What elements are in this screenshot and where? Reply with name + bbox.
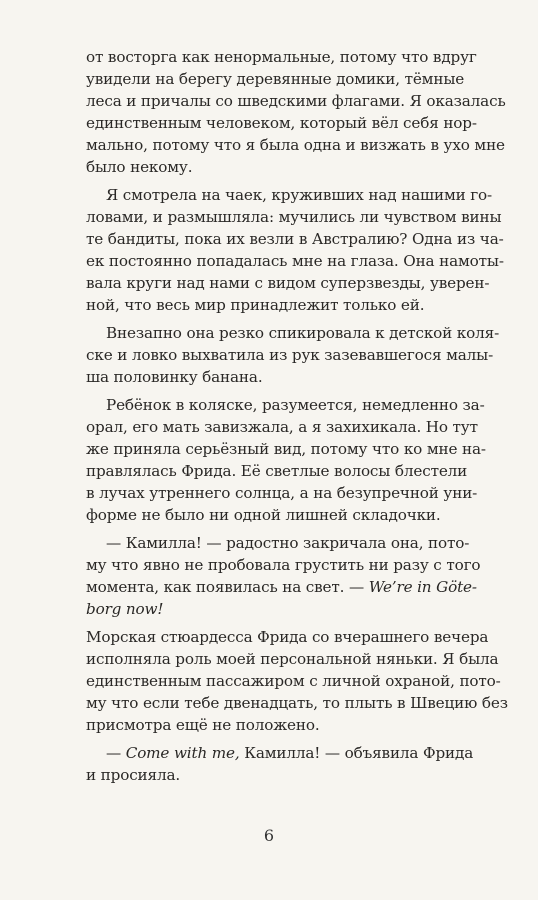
text-segment: Ребёнок в коляске, разумеется, немедленно за- <box>106 396 485 414</box>
text-line <box>86 112 477 134</box>
text-line <box>86 394 485 416</box>
text-line <box>86 598 464 620</box>
text-line <box>86 532 470 554</box>
text-line <box>86 250 504 272</box>
text-line <box>86 626 489 648</box>
text-segment: присмотра ещё не положено. <box>86 716 320 734</box>
text-line <box>86 90 506 112</box>
text-line <box>86 576 477 598</box>
text-segment: — Камилла! — радостно закричала она, пото- <box>106 534 470 552</box>
text-segment: в лучах утреннего солнца, а на безупречной уни- <box>86 484 478 502</box>
text-segment: момента, как появилась на свет. — <box>86 578 369 596</box>
text-segment: ске и ловко выхватила из рук зазевавшегося малы- <box>86 346 494 364</box>
text-segment: ек постоянно попадалась мне на глаза. Она намоты- <box>86 252 504 270</box>
text-segment: было некому. <box>86 158 193 176</box>
text-line <box>86 416 478 438</box>
text-line <box>86 482 478 504</box>
text-segment: единственным человеком, который вёл себя нор- <box>86 114 477 132</box>
text-line <box>86 228 504 250</box>
text-segment: те бандиты, пока их везли в Австралию? Одна из ча- <box>86 230 504 248</box>
italic-text: Come with me, <box>125 744 240 762</box>
text-segment: форме не было ни одной лишней складочки. <box>86 506 441 524</box>
text-line <box>86 714 464 736</box>
text-line <box>86 206 502 228</box>
text-segment: орал, его мать завизжала, а я захихикала. Но тут <box>86 418 478 436</box>
paragraph <box>86 184 504 316</box>
text-line <box>86 294 464 316</box>
text-segment: Морская стюардесса Фрида со вчерашнего вечера <box>86 628 489 646</box>
text-line <box>86 670 501 692</box>
paragraph <box>86 742 474 786</box>
text-segment: единственным пассажиром с личной охраной, пото- <box>86 672 501 690</box>
text-segment: мально, потому что я была одна и визжать в ухо мне <box>86 136 505 154</box>
text-segment: леса и причалы со шведскими флагами. Я оказалась <box>86 92 506 110</box>
text-line <box>86 272 490 294</box>
paragraph <box>86 46 506 178</box>
text-line <box>86 366 464 388</box>
text-segment: исполняла роль моей персональной няньки. Я была <box>86 650 499 668</box>
text-segment: ной, что весь мир принадлежит только ей. <box>86 296 425 314</box>
text-line <box>86 344 494 366</box>
text-segment: му что если тебе двенадцать, то плыть в Швецию без <box>86 694 508 712</box>
text-line <box>86 156 464 178</box>
text-segment: Внезапно она резко спикировала к детской коля- <box>106 324 500 342</box>
text-line <box>86 764 464 786</box>
text-segment: увидели на берегу деревянные домики, тёмные <box>86 70 465 88</box>
text-line <box>86 460 468 482</box>
text-segment: ловами, и размышляла: мучились ли чувством вины <box>86 208 502 226</box>
italic-text: borg now! <box>86 600 164 618</box>
text-line <box>86 692 508 714</box>
text-segment: правлялась Фрида. Её светлые волосы блестели <box>86 462 468 480</box>
paragraph <box>86 394 486 526</box>
text-segment: от восторга как ненормальные, потому что вдруг <box>86 48 477 66</box>
page-number: 6 <box>263 826 275 845</box>
text-segment: же приняла серьёзный вид, потому что ко мне на- <box>86 440 486 458</box>
text-segment: вала круги над нами с видом суперзвезды, уверен- <box>86 274 490 292</box>
text-line <box>86 554 481 576</box>
text-line <box>86 322 500 344</box>
text-line <box>86 504 464 526</box>
text-line <box>86 648 499 670</box>
paragraph <box>86 322 500 388</box>
paragraph <box>86 626 508 736</box>
text-line <box>86 184 493 206</box>
text-line <box>86 46 477 68</box>
text-segment: и просияла. <box>86 766 181 784</box>
text-line <box>86 742 474 764</box>
text-line <box>86 134 505 156</box>
text-segment: му что явно не пробовала грустить ни разу с того <box>86 556 481 574</box>
text-segment: ша половинку банана. <box>86 368 263 386</box>
text-line <box>86 68 464 90</box>
paragraph <box>86 532 481 620</box>
page-text <box>86 46 508 792</box>
text-segment: Я смотрела на чаек, круживших над нашими го- <box>106 186 493 204</box>
text-segment: Камилла! — объявила Фрида <box>239 744 474 762</box>
text-line <box>86 438 486 460</box>
italic-text: We’re in Göte- <box>368 578 477 596</box>
text-segment: — <box>106 744 126 762</box>
